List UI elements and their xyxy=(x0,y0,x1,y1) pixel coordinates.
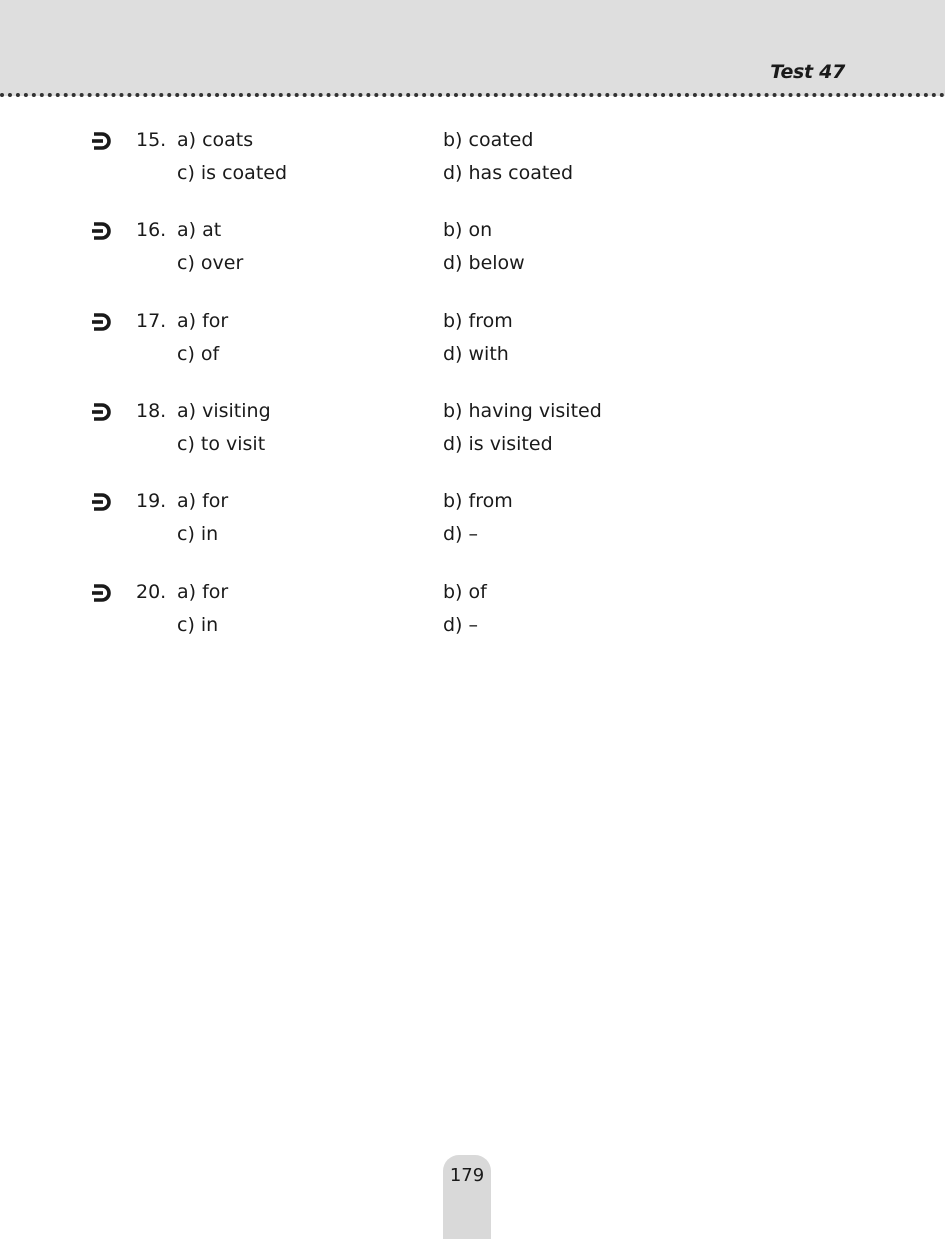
option-b: b) coated xyxy=(443,129,534,151)
option-c: c) of xyxy=(177,343,220,365)
question-number: 15. xyxy=(136,129,167,151)
arrow-right-circle-icon xyxy=(91,131,113,151)
option-d: d) – xyxy=(443,523,479,545)
question-15 xyxy=(0,128,945,198)
option-d: d) below xyxy=(443,252,525,274)
page-number: 179 xyxy=(449,1165,485,1186)
page-title: Test 47 xyxy=(770,61,845,83)
option-a: a) for xyxy=(177,581,229,603)
arrow-right-circle-icon xyxy=(91,492,113,512)
option-b: b) of xyxy=(443,581,487,603)
arrow-right-circle-icon xyxy=(91,221,113,241)
option-a: a) at xyxy=(177,219,222,241)
option-c: c) to visit xyxy=(177,433,266,455)
option-d: d) – xyxy=(443,614,479,636)
option-b: b) from xyxy=(443,490,513,512)
option-c: c) is coated xyxy=(177,162,288,184)
option-d: d) has coated xyxy=(443,162,574,184)
question-18 xyxy=(0,399,945,469)
question-number: 18. xyxy=(136,400,167,422)
arrow-right-circle-icon xyxy=(91,583,113,603)
dotted-divider xyxy=(0,93,945,97)
question-number: 20. xyxy=(136,581,167,603)
option-c: c) in xyxy=(177,523,219,545)
question-number: 19. xyxy=(136,490,167,512)
option-b: b) on xyxy=(443,219,493,241)
option-b: b) having visited xyxy=(443,400,602,422)
question-number: 16. xyxy=(136,219,167,241)
option-a: a) for xyxy=(177,490,229,512)
option-a: a) coats xyxy=(177,129,254,151)
question-19 xyxy=(0,489,945,559)
arrow-right-circle-icon xyxy=(91,312,113,332)
option-d: d) is visited xyxy=(443,433,553,455)
option-b: b) from xyxy=(443,310,513,332)
question-number: 17. xyxy=(136,310,167,332)
question-16 xyxy=(0,218,945,288)
arrow-right-circle-icon xyxy=(91,402,113,422)
option-c: c) in xyxy=(177,614,219,636)
option-d: d) with xyxy=(443,343,509,365)
option-a: a) visiting xyxy=(177,400,271,422)
question-17 xyxy=(0,309,945,379)
question-20 xyxy=(0,580,945,650)
option-c: c) over xyxy=(177,252,244,274)
option-a: a) for xyxy=(177,310,229,332)
